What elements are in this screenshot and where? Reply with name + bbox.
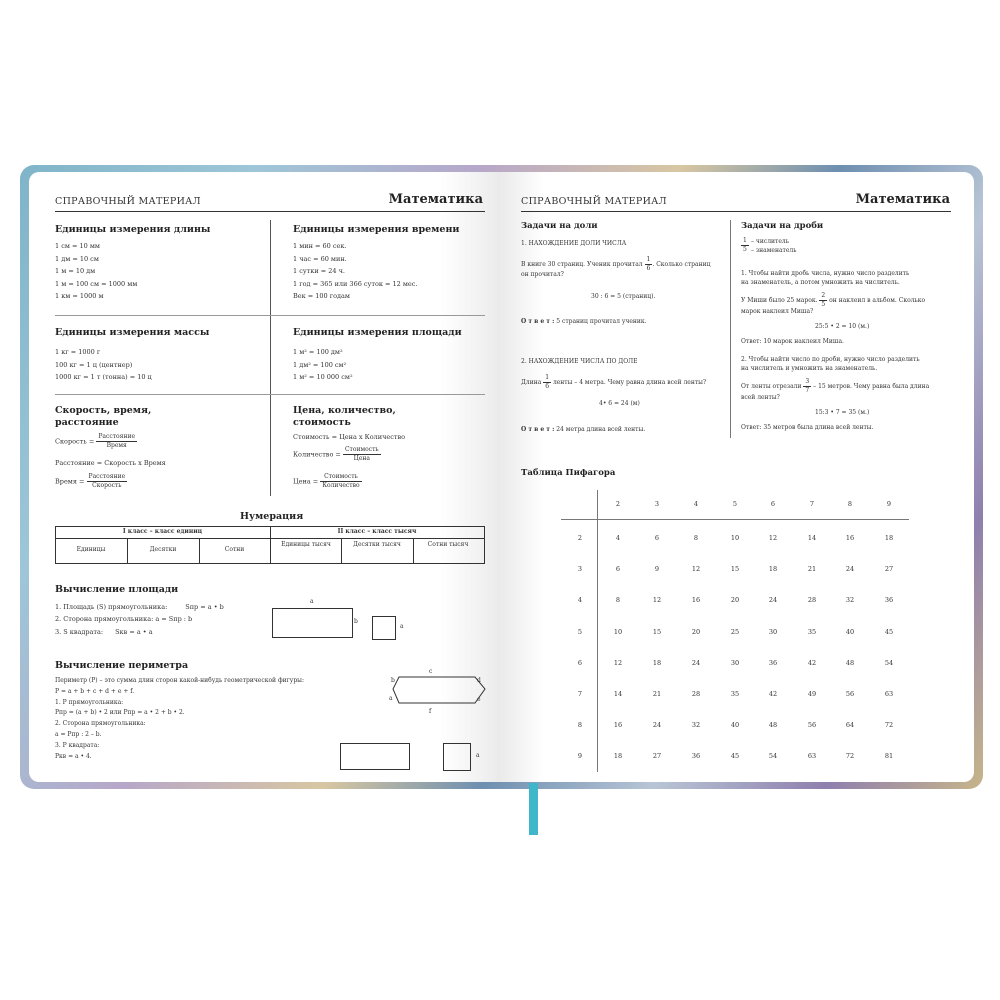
numerator-label: – числитель bbox=[751, 238, 789, 245]
shares-answer-1 bbox=[521, 318, 647, 325]
price-title-line-1: Цена, количество, bbox=[293, 405, 396, 416]
pythagoras-cell: 20 bbox=[730, 596, 740, 605]
pythagoras-header-cell: 9 bbox=[886, 500, 892, 508]
speed-fraction-3 bbox=[87, 473, 128, 490]
pythagoras-cell: 12 bbox=[613, 658, 623, 667]
fraction-numerator: 2 bbox=[821, 292, 826, 299]
fraction-numerator: 1 bbox=[743, 237, 747, 244]
fractions-rule-2: 2. Чтобы найти число по дроби, нужно число разделить bbox=[741, 356, 920, 363]
perimeter-line: 1. Р прямоугольника: bbox=[55, 698, 124, 706]
pythagoras-cell: 35 bbox=[730, 690, 740, 698]
numeration-col: Сотни bbox=[224, 546, 245, 553]
answer-text: 24 метра длина всей ленты. bbox=[556, 426, 646, 433]
speed-formula-1 bbox=[55, 433, 137, 450]
pythagoras-cell: 24 bbox=[652, 721, 662, 730]
pythagoras-cell: 28 bbox=[691, 690, 701, 698]
numeration-class-1: I класс – класс единиц bbox=[122, 528, 203, 535]
perimeter-line: a = Рпр : 2 – b. bbox=[55, 730, 102, 738]
pythagoras-cell: 18 bbox=[613, 752, 623, 761]
fractions-rule-1b: на знаменатель, а потом умножить на числитель. bbox=[741, 279, 900, 286]
pythagoras-row-header: 3 bbox=[577, 565, 583, 574]
pythagoras-title: Таблица Пифагора bbox=[521, 468, 616, 478]
fractions-problem-2-pre: От ленты отрезали bbox=[741, 383, 802, 390]
area-calc-line-2: 2. Сторона прямоугольника: a = Sпр : b bbox=[55, 615, 193, 623]
pythagoras-cell: 72 bbox=[845, 752, 855, 761]
pythagoras-cell: 6 bbox=[654, 534, 660, 542]
fraction-denominator: Время bbox=[106, 442, 127, 449]
fractions-rule-1: 1. Чтобы найти дробь числа, нужно число разделить bbox=[741, 270, 910, 277]
pythagoras-cell: 16 bbox=[845, 534, 855, 542]
price-formula-2-lhs: Количество = bbox=[293, 450, 341, 459]
fraction-numerator: Стоимость bbox=[320, 473, 361, 482]
answer-label: О т в е т : bbox=[521, 426, 555, 433]
fractions-legend bbox=[741, 237, 749, 254]
length-list bbox=[55, 242, 137, 305]
hex-label-d: d bbox=[477, 677, 481, 684]
fraction-denominator: Скорость bbox=[92, 482, 122, 489]
rectangle-label-b: b bbox=[354, 618, 358, 625]
time-line: 1 сутки = 24 ч. bbox=[293, 267, 345, 275]
pythagoras-header-rule bbox=[561, 519, 909, 520]
fractions-example bbox=[741, 237, 749, 254]
shares-subtitle-2: 2. НАХОЖДЕНИЕ ЧИСЛА ПО ДОЛЕ bbox=[521, 358, 638, 365]
pythagoras-cell: 18 bbox=[652, 658, 662, 667]
numeration-col: Десятки bbox=[149, 546, 177, 553]
speed-formula-2: Расстояние = Скорость х Время bbox=[55, 459, 166, 467]
hex-label-a: a bbox=[389, 695, 393, 702]
pythagoras-cell: 15 bbox=[652, 627, 662, 636]
pythagoras-cell: 8 bbox=[693, 534, 699, 542]
pythagoras-cell: 28 bbox=[807, 596, 817, 605]
area-calc-line-3-text: 3. S квадрата: bbox=[55, 628, 104, 636]
pythagoras-cell: 45 bbox=[884, 627, 894, 636]
pythagoras-header-cell: 3 bbox=[654, 500, 660, 508]
numeration-col: Сотни тысяч bbox=[427, 541, 469, 548]
square-figure bbox=[372, 616, 396, 640]
area-line: 1 м² = 100 дм² bbox=[293, 348, 343, 356]
pythagoras-cell: 18 bbox=[884, 534, 894, 542]
pythagoras-cell: 9 bbox=[654, 565, 660, 574]
perimeter-line: Ркв = a • 4. bbox=[55, 752, 92, 760]
fractions-rule-2b: на числитель и умножить на знаменатель. bbox=[741, 365, 878, 372]
perimeter-line: P = a + b + c + d + e + f. bbox=[55, 687, 135, 695]
pythagoras-cell: 40 bbox=[845, 627, 855, 636]
fraction-denominator: Цена bbox=[353, 455, 370, 462]
perimeter-title: Вычисление периметра bbox=[55, 660, 189, 671]
mass-line: 1000 кг = 1 т (тонна) = 10 ц bbox=[55, 373, 152, 381]
left-grid-hline-2 bbox=[55, 394, 485, 395]
pythagoras-header-cell: 4 bbox=[693, 500, 699, 508]
shares-calc-1: 30 : 6 = 5 (страниц). bbox=[591, 293, 656, 300]
mass-list bbox=[55, 348, 152, 386]
time-line: Век = 100 годам bbox=[293, 292, 350, 300]
fractions-title: Задачи на дроби bbox=[741, 221, 824, 231]
pythagoras-cell: 27 bbox=[884, 565, 894, 574]
pythagoras-row-header: 2 bbox=[577, 534, 583, 542]
fractions-problem-1-end: он наклеил в альбом. Сколько bbox=[829, 297, 926, 304]
pythagoras-row-header: 7 bbox=[577, 690, 583, 698]
perimeter-list bbox=[55, 677, 304, 763]
price-formula-2 bbox=[293, 446, 381, 463]
denominator-label: – знаменатель bbox=[751, 247, 797, 254]
shares-problem-2-text: ленты – 4 метра. Чему равна длина всей ленты? bbox=[552, 379, 707, 386]
time-line: 1 мин = 60 сек. bbox=[293, 242, 347, 250]
pythagoras-cell: 45 bbox=[730, 752, 740, 761]
pythagoras-cell: 24 bbox=[845, 565, 855, 574]
shares-problem-1-text: В книге 30 страниц. Ученик прочитал bbox=[521, 261, 643, 268]
pythagoras-cell: 27 bbox=[652, 752, 662, 761]
pythagoras-cell: 8 bbox=[615, 596, 621, 605]
area-line: 1 дм² = 100 см² bbox=[293, 360, 347, 369]
pythagoras-cell: 25 bbox=[730, 627, 740, 636]
price-title bbox=[293, 405, 396, 429]
pythagoras-cell: 72 bbox=[884, 721, 894, 730]
fraction-denominator: Количество bbox=[322, 482, 360, 489]
perimeter-square-figure bbox=[443, 743, 471, 771]
area-calc-line-1 bbox=[55, 603, 224, 611]
pythagoras-cell: 42 bbox=[768, 690, 778, 698]
fractions-problem-1-fraction bbox=[819, 292, 827, 309]
length-line: 1 м = 100 см = 1000 мм bbox=[55, 279, 138, 288]
pythagoras-cell: 18 bbox=[768, 565, 778, 574]
shares-fraction-2 bbox=[543, 374, 551, 391]
area-calc-line-1-text: 1. Площадь (S) прямоугольника: bbox=[55, 603, 168, 611]
pythagoras-cell: 12 bbox=[768, 534, 778, 542]
pythagoras-cell: 24 bbox=[768, 596, 778, 605]
pythagoras-cell: 16 bbox=[613, 721, 623, 730]
numeration-col: Единицы bbox=[76, 546, 106, 553]
perimeter-line: Рпр = (a + b) • 2 или Рпр = a • 2 + b • 2. bbox=[55, 709, 185, 717]
fraction-numerator: 1 bbox=[545, 374, 550, 381]
pythagoras-cell: 10 bbox=[730, 534, 740, 542]
pythagoras-cell: 54 bbox=[768, 752, 778, 761]
fraction-numerator: Расстояние bbox=[88, 473, 126, 480]
fraction-denominator: 7 bbox=[805, 387, 810, 394]
price-formula-3 bbox=[293, 473, 362, 490]
pythagoras-cell: 21 bbox=[807, 565, 817, 574]
speed-title-line-1: Скорость, время, bbox=[55, 405, 152, 416]
pythagoras-cell: 6 bbox=[615, 565, 621, 574]
right-header-label: СПРАВОЧНЫЙ МАТЕРИАЛ bbox=[521, 196, 667, 207]
numeration-table-vline bbox=[413, 538, 414, 563]
speed-formula-3 bbox=[55, 473, 127, 490]
price-fraction-3 bbox=[320, 473, 361, 490]
fraction-denominator: 6 bbox=[545, 383, 550, 390]
pythagoras-row-header: 5 bbox=[577, 627, 583, 636]
shares-calc-2: 4• 6 = 24 (м) bbox=[599, 400, 640, 407]
numeration-title: Нумерация bbox=[240, 511, 304, 522]
hex-label-c: c bbox=[429, 668, 433, 675]
pythagoras-cell: 14 bbox=[807, 534, 817, 542]
pythagoras-cell: 36 bbox=[884, 596, 894, 605]
left-page bbox=[29, 172, 497, 782]
pythagoras-cell: 21 bbox=[652, 690, 662, 698]
fractions-answer-2: Ответ: 35 метров была длина всей ленты. bbox=[741, 424, 874, 431]
fractions-problem-2-fraction bbox=[803, 378, 811, 395]
pythagoras-cell: 30 bbox=[768, 627, 778, 636]
fractions-problem-1 bbox=[741, 292, 925, 309]
pythagoras-cell: 15 bbox=[730, 565, 740, 574]
fraction-denominator: 6 bbox=[646, 265, 651, 272]
area-calc-title: Вычисление площади bbox=[55, 584, 179, 595]
speed-formula-1-lhs: Скорость = bbox=[55, 437, 95, 446]
pythagoras-cell: 48 bbox=[845, 658, 855, 667]
pythagoras-header-cell: 8 bbox=[847, 500, 853, 508]
pythagoras-row-header: 6 bbox=[577, 658, 583, 667]
pythagoras-cell: 63 bbox=[807, 752, 817, 761]
mass-line: 1 кг = 1000 г bbox=[55, 348, 101, 356]
pythagoras-cell: 81 bbox=[884, 752, 894, 761]
left-header-rule bbox=[55, 211, 485, 212]
perimeter-line: 3. Р квадрата: bbox=[55, 741, 100, 749]
fraction-numerator: Стоимость bbox=[344, 446, 379, 453]
hex-label-f: f bbox=[429, 708, 432, 715]
time-line: 1 час = 60 мин. bbox=[293, 254, 347, 263]
length-title: Единицы измерения длины bbox=[55, 224, 211, 235]
right-column-divider bbox=[730, 220, 731, 438]
area-calc-line-1-formula: Sпр = a • b bbox=[185, 603, 224, 611]
fractions-problem-2-end: – 15 метров. Чему равна была длина bbox=[813, 383, 930, 390]
length-line: 1 м = 10 дм bbox=[55, 267, 96, 275]
pythagoras-cell: 56 bbox=[807, 721, 817, 730]
pythagoras-cell: 36 bbox=[768, 658, 778, 667]
shares-answer-2 bbox=[521, 426, 645, 433]
price-formula-3-lhs: Цена = bbox=[293, 477, 319, 486]
hexagon-figure bbox=[389, 665, 489, 717]
time-title: Единицы измерения времени bbox=[293, 224, 460, 235]
fraction-denominator: 5 bbox=[743, 246, 747, 253]
pythagoras-header-cell: 2 bbox=[615, 500, 621, 508]
price-fraction-2 bbox=[343, 446, 381, 463]
speed-title-line-2: расстояние bbox=[55, 417, 119, 428]
length-line: 1 см = 10 мм bbox=[55, 242, 100, 250]
price-title-line-2: стоимость bbox=[293, 417, 351, 428]
pythagoras-cell: 48 bbox=[768, 721, 778, 730]
right-page bbox=[497, 172, 974, 782]
pythagoras-row-header: 9 bbox=[577, 752, 583, 761]
pythagoras-cell: 40 bbox=[730, 721, 740, 730]
pythagoras-left-rule bbox=[597, 490, 598, 772]
pythagoras-cell: 10 bbox=[613, 627, 623, 636]
pythagoras-cell: 20 bbox=[691, 627, 701, 636]
pythagoras-cell: 54 bbox=[884, 658, 894, 667]
time-line: 1 год = 365 или 366 суток = 12 мес. bbox=[293, 279, 418, 288]
numeration-class-2: II класс – класс тысяч bbox=[337, 528, 417, 535]
pythagoras-cell: 12 bbox=[691, 565, 701, 574]
pythagoras-cell: 32 bbox=[845, 596, 855, 605]
shares-problem-1b: он прочитал? bbox=[521, 271, 564, 278]
answer-text: 5 страниц прочитал ученик. bbox=[556, 318, 647, 325]
pythagoras-header-cell: 5 bbox=[732, 500, 738, 508]
left-grid-vline bbox=[270, 220, 271, 496]
pythagoras-cell: 4 bbox=[615, 534, 621, 542]
fraction-numerator: 3 bbox=[805, 378, 810, 385]
area-units-list bbox=[293, 348, 353, 386]
fractions-calc-2: 15:3 • 7 = 35 (м.) bbox=[815, 409, 870, 416]
speed-title bbox=[55, 405, 151, 429]
fraction-numerator: 1 bbox=[646, 256, 651, 263]
pythagoras-cell: 63 bbox=[884, 690, 894, 698]
length-line: 1 дм = 10 см bbox=[55, 254, 99, 263]
left-header-title: Математика bbox=[388, 192, 483, 207]
area-calc-line-3-formula: Sкв = a • a bbox=[115, 628, 153, 636]
left-grid-hline-1 bbox=[55, 315, 485, 316]
pythagoras-cell: 32 bbox=[691, 721, 701, 730]
fractions-problem-1b: марок наклеил Миша? bbox=[741, 308, 814, 315]
right-header-title: Математика bbox=[855, 192, 950, 207]
pythagoras-cell: 64 bbox=[845, 721, 855, 730]
fractions-answer-1: Ответ: 10 марок наклеил Миша. bbox=[741, 338, 844, 345]
pythagoras-cell: 12 bbox=[652, 596, 662, 605]
area-calc-line-3 bbox=[55, 628, 153, 636]
mass-line: 100 кг = 1 ц (центнер) bbox=[55, 360, 133, 369]
shares-subtitle-1: 1. НАХОЖДЕНИЕ ДОЛИ ЧИСЛА bbox=[521, 240, 627, 247]
pythagoras-row-header: 4 bbox=[577, 596, 583, 605]
fractions-problem-2 bbox=[741, 378, 929, 395]
pythagoras-cell: 30 bbox=[730, 658, 740, 667]
area-units-title: Единицы измерения площади bbox=[293, 327, 462, 338]
pythagoras-cell: 35 bbox=[807, 627, 817, 636]
perimeter-square-label-a: a bbox=[476, 752, 480, 759]
fraction-denominator: 5 bbox=[821, 301, 826, 308]
right-header-rule bbox=[521, 211, 951, 212]
hexagon-shape bbox=[393, 677, 485, 703]
rectangle-label-a: a bbox=[310, 598, 314, 605]
length-line: 1 км = 1000 м bbox=[55, 292, 104, 300]
pythagoras-cell: 16 bbox=[691, 596, 701, 605]
area-line: 1 м² = 10 000 см² bbox=[293, 373, 353, 381]
square-label-a: a bbox=[400, 623, 404, 630]
fraction-numerator: Расстояние bbox=[98, 433, 135, 440]
pythagoras-cell: 14 bbox=[613, 690, 623, 698]
pythagoras-cell: 36 bbox=[691, 752, 701, 761]
fractions-calc-1: 25:5 • 2 = 10 (м.) bbox=[815, 323, 870, 330]
pythagoras-cell: 24 bbox=[691, 658, 701, 667]
pythagoras-cell: 49 bbox=[807, 690, 817, 698]
numeration-col: Десятки тысяч bbox=[353, 541, 401, 548]
pythagoras-header-cell: 7 bbox=[809, 500, 815, 508]
hex-label-b: b bbox=[391, 677, 395, 684]
price-formula-1: Стоимость = Цена х Количество bbox=[293, 433, 406, 441]
perimeter-rectangle-figure bbox=[340, 743, 410, 770]
shares-problem-2-pre: Длина bbox=[521, 379, 542, 386]
pythagoras-cell: 42 bbox=[807, 658, 817, 667]
pythagoras-header-cell: 6 bbox=[770, 500, 776, 508]
shares-title: Задачи на доли bbox=[521, 221, 598, 231]
hex-label-e: e bbox=[477, 696, 481, 703]
speed-fraction-1 bbox=[96, 433, 137, 450]
pythagoras-cell: 56 bbox=[845, 690, 855, 698]
bookmark-ribbon bbox=[529, 783, 538, 835]
perimeter-line: 2. Сторона прямоугольника: bbox=[55, 720, 146, 728]
mass-title: Единицы измерения массы bbox=[55, 327, 210, 338]
time-list bbox=[293, 242, 417, 305]
speed-formula-3-lhs: Время = bbox=[55, 477, 85, 486]
answer-label: О т в е т : bbox=[521, 318, 555, 325]
fractions-problem-2b: всей ленты? bbox=[741, 394, 780, 401]
perimeter-line: Периметр (Р) – это сумма длин сторон какой-нибудь геометрической фигуры: bbox=[55, 677, 304, 684]
shares-problem-1-end: . Сколько страниц bbox=[652, 261, 711, 268]
numeration-col: Единицы тысяч bbox=[281, 541, 331, 548]
left-header-label: СПРАВОЧНЫЙ МАТЕРИАЛ bbox=[55, 196, 201, 207]
fractions-problem-1-pre: У Миши было 25 марок. bbox=[741, 297, 818, 304]
numeration-table-vline bbox=[341, 538, 342, 563]
shares-problem-2 bbox=[521, 374, 706, 391]
pythagoras-row-header: 8 bbox=[577, 721, 583, 730]
rectangle-figure bbox=[272, 608, 353, 638]
